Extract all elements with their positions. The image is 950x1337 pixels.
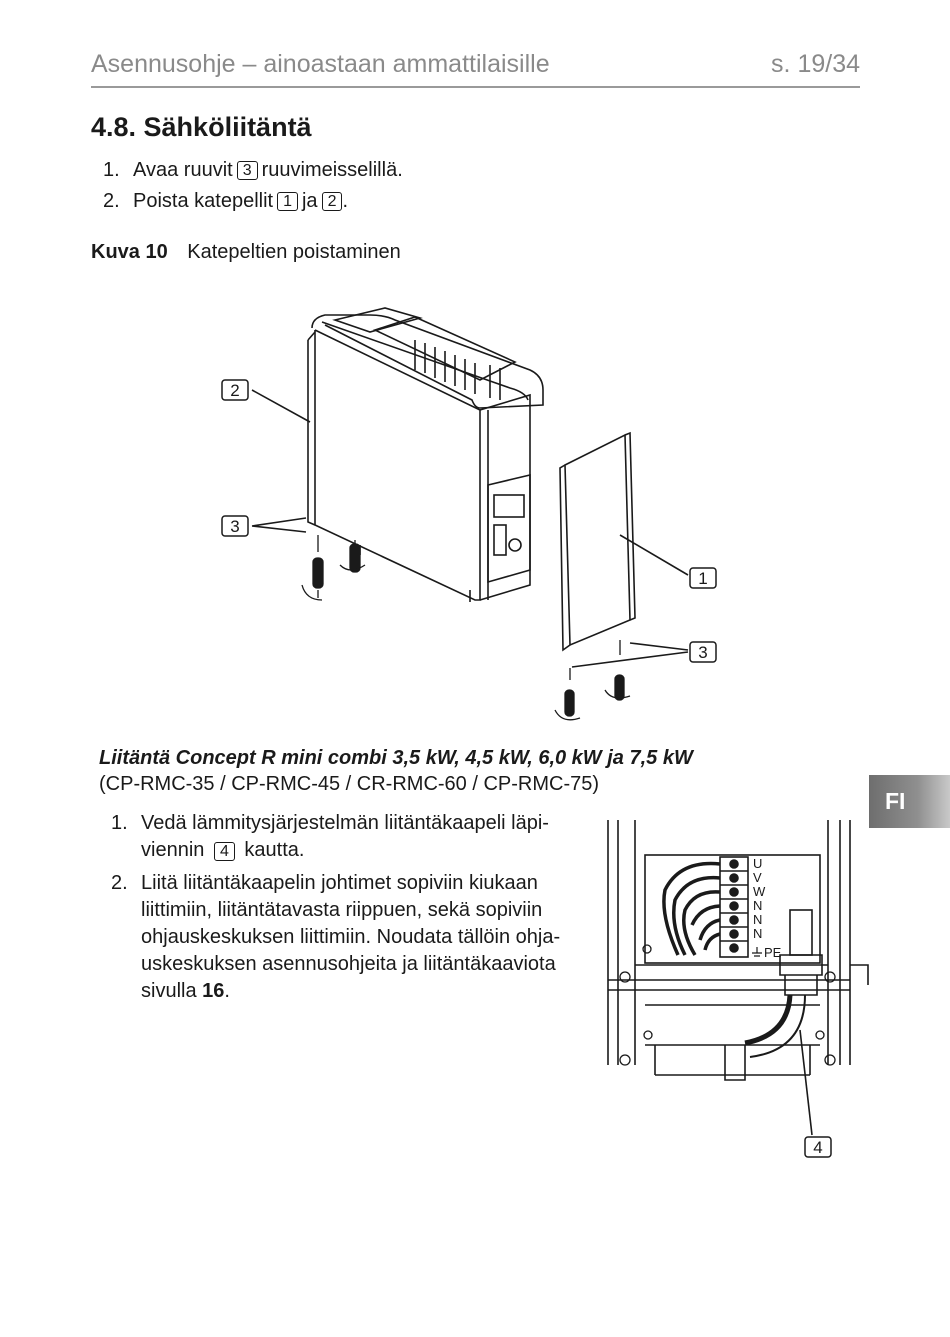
terminal-label: V bbox=[753, 870, 762, 885]
terminal-label: W bbox=[753, 884, 766, 899]
callout-3 bbox=[690, 642, 716, 662]
callout-3 bbox=[222, 516, 248, 536]
svg-text:4: 4 bbox=[813, 1138, 823, 1157]
terminal-label: N bbox=[753, 926, 763, 941]
section-title: 4.8. Sähköliitäntä bbox=[91, 112, 312, 142]
list-item: 2. Liitä liitäntäkaapelin johtimet sopiviin kiukaan liittimiin, liitäntätavasta riippuen, sekä sopiviin ohjauskeskuksen liittimiin. Noudata tällöin ohja-uskeskuksen asennusohjeita ja liitäntäkaaviota sivulla 16. bbox=[111, 872, 561, 1002]
terminal-wiring-illustration bbox=[600, 815, 885, 1165]
list-item: 2. Poista katepellit 1 ja 2 . bbox=[103, 190, 349, 212]
terminal-label: N bbox=[753, 912, 763, 927]
figure-caption bbox=[91, 241, 401, 264]
subsection-heading bbox=[99, 745, 693, 797]
page-header bbox=[91, 48, 860, 88]
figure-label: Kuva 10 bbox=[91, 241, 168, 263]
terminal-label: PE bbox=[764, 945, 782, 960]
terminal-label: U bbox=[753, 856, 763, 871]
callout-2 bbox=[222, 380, 248, 400]
callout-box: 1 bbox=[277, 192, 298, 211]
list-item: 1. Avaa ruuvit 3 ruuvimeisselillä. bbox=[103, 159, 403, 181]
terminal-label: N bbox=[753, 898, 763, 913]
ground-icon bbox=[752, 947, 762, 956]
svg-text:3: 3 bbox=[230, 517, 240, 536]
callout-4 bbox=[805, 1137, 831, 1157]
callout-box: 2 bbox=[322, 192, 343, 211]
subsection-title: Liitäntä Concept R mini combi 3,5 kW, 4,5 kW, 6,0 kW ja 7,5 kW bbox=[99, 747, 693, 769]
callout-box: 4 bbox=[214, 842, 235, 861]
subsection-models: (CP-RMC-35 / CP-RMC-45 / CR-RMC-60 / CP-RMC-75) bbox=[99, 773, 600, 795]
page-number: s. 19/34 bbox=[771, 50, 860, 78]
steps-list-1 bbox=[103, 155, 403, 217]
steps-list-2 bbox=[111, 810, 591, 1011]
heater-cover-removal-illustration bbox=[210, 300, 740, 730]
svg-text:3: 3 bbox=[698, 643, 708, 662]
language-tab: FI bbox=[869, 775, 950, 828]
svg-text:2: 2 bbox=[230, 381, 240, 400]
figure-caption-text: Katepeltien poistaminen bbox=[187, 241, 401, 263]
list-item: 1. Vedä lämmitysjärjestelmän liitäntäkaapeli läpi-viennin 4 kautta. bbox=[111, 812, 549, 861]
callout-box: 3 bbox=[237, 161, 258, 180]
callout-1 bbox=[690, 568, 716, 588]
header-title: Asennusohje – ainoastaan ammattilaisille bbox=[91, 50, 550, 78]
svg-text:1: 1 bbox=[698, 569, 708, 588]
